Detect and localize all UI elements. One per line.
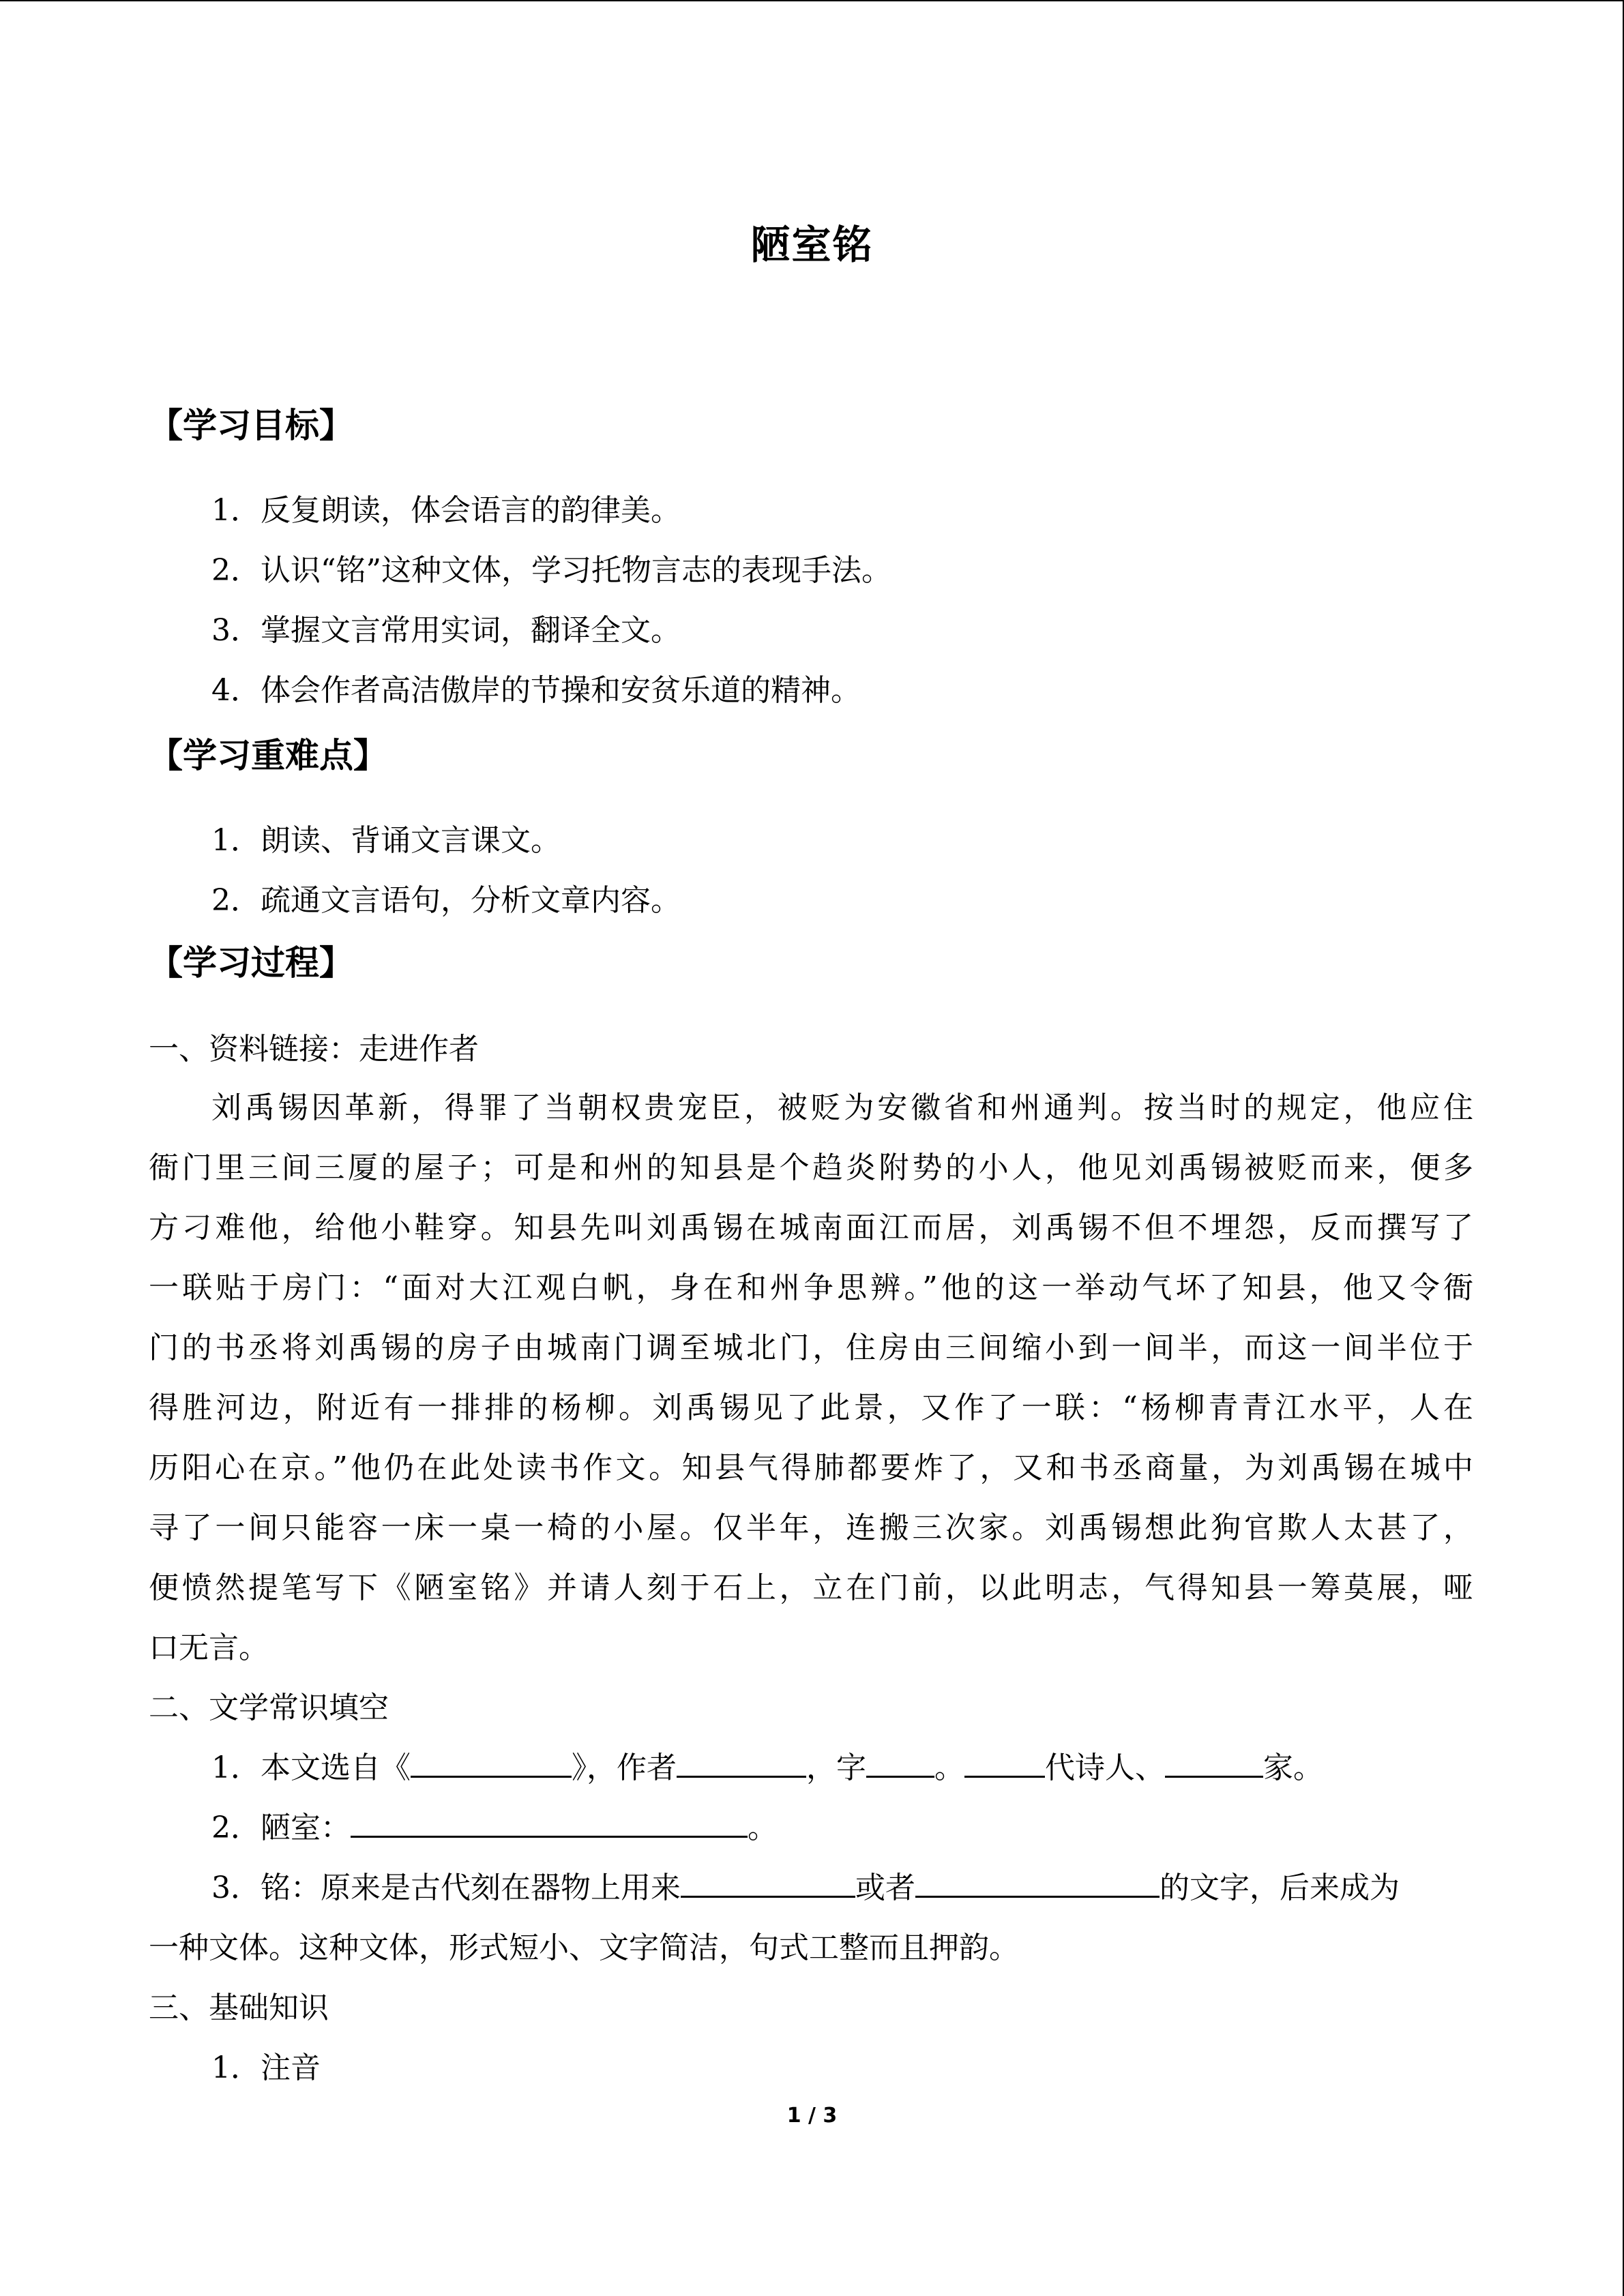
answer-blank[interactable]	[964, 1748, 1045, 1778]
section-heading: 一、资料链接：走进作者	[149, 1032, 479, 1067]
answer-blank[interactable]	[681, 1868, 855, 1898]
answer-blank[interactable]	[866, 1748, 934, 1778]
answer-blank[interactable]	[1165, 1748, 1263, 1778]
goal-item: 1．反复朗读，体会语言的韵律美。	[211, 493, 681, 528]
answer-blank[interactable]	[677, 1748, 806, 1778]
paragraph-line: 得胜河边，附近有一排排的杨柳。刘禹锡见了此景，又作了一联：“杨柳青青江水平，人在	[149, 1390, 1473, 1425]
paragraph-line: 寻了一间只能容一床一桌一椅的小屋。仅半年，连搬三次家。刘禹锡想此狗官欺人太甚了，	[149, 1510, 1473, 1545]
process-heading: 【学习过程】	[149, 943, 353, 983]
goal-item: 3．掌握文言常用实词，翻译全文。	[211, 613, 681, 648]
answer-blank[interactable]	[411, 1748, 572, 1778]
paragraph-line: 门的书丞将刘禹锡的房子由城南门调至城北门，住房由三间缩小到一间半，而这一间半位于	[149, 1330, 1473, 1365]
paragraph-line: 刘禹锡因革新，得罪了当朝权贵宠臣，被贬为安徽省和州通判。按当时的规定，他应住	[211, 1090, 1473, 1125]
paragraph-line: 便愤然提笔写下《陋室铭》并请人刻于石上，立在门前，以此明志，气得知县一筹莫展，哑	[149, 1570, 1473, 1605]
paragraph-line: 方刁难他，给他小鞋穿。知县先叫刘禹锡在城南面江而居，刘禹锡不但不埋怨，反而撰写了	[149, 1210, 1473, 1245]
page-number: 1 / 3	[786, 2104, 838, 2128]
keypoint-item: 1．朗读、背诵文言课文。	[211, 823, 561, 858]
answer-blank[interactable]	[915, 1868, 1160, 1898]
list-item: 1．注音	[211, 2051, 321, 2085]
fill-blank-question-3: 3．铭：原来是古代刻在器物上用来 或者 的文字，后来成为	[211, 1863, 1400, 1907]
goal-item: 2．认识“铭”这种文体，学习托物言志的表现手法。	[211, 553, 891, 588]
paragraph-line: 一种文体。这种文体，形式短小、文字简洁，句式工整而且押韵。	[149, 1930, 1019, 1965]
answer-blank[interactable]	[351, 1808, 748, 1838]
paragraph-line: 衙门里三间三厦的屋子；可是和州的知县是个趋炎附势的小人，他见刘禹锡被贬而来，便多	[149, 1150, 1473, 1185]
keypoint-item: 2．疏通文言语句，分析文章内容。	[211, 883, 681, 918]
page-title: 陋室铭	[750, 222, 874, 268]
goals-heading: 【学习目标】	[149, 406, 353, 445]
fill-blank-question-1: 1．本文选自《 》，作者 ，字 。 代诗人、 家。	[211, 1743, 1323, 1787]
paragraph-line: 口无言。	[149, 1630, 269, 1665]
goal-item: 4．体会作者高洁傲岸的节操和安贫乐道的精神。	[211, 673, 861, 708]
section-heading: 三、基础知识	[149, 1991, 329, 2025]
paragraph-line: 一联贴于房门：“面对大江观白帆，身在和州争思辨。”他的这一举动气坏了知县，他又令衙	[149, 1270, 1473, 1305]
fill-blank-question-2: 2．陋室： 。	[211, 1803, 778, 1847]
paragraph-line: 历阳心在京。”他仍在此处读书作文。知县气得肺都要炸了，又和书丞商量，为刘禹锡在城中	[149, 1450, 1473, 1485]
section-heading: 二、文学常识填空	[149, 1690, 389, 1725]
keypoints-heading: 【学习重难点】	[149, 736, 387, 775]
